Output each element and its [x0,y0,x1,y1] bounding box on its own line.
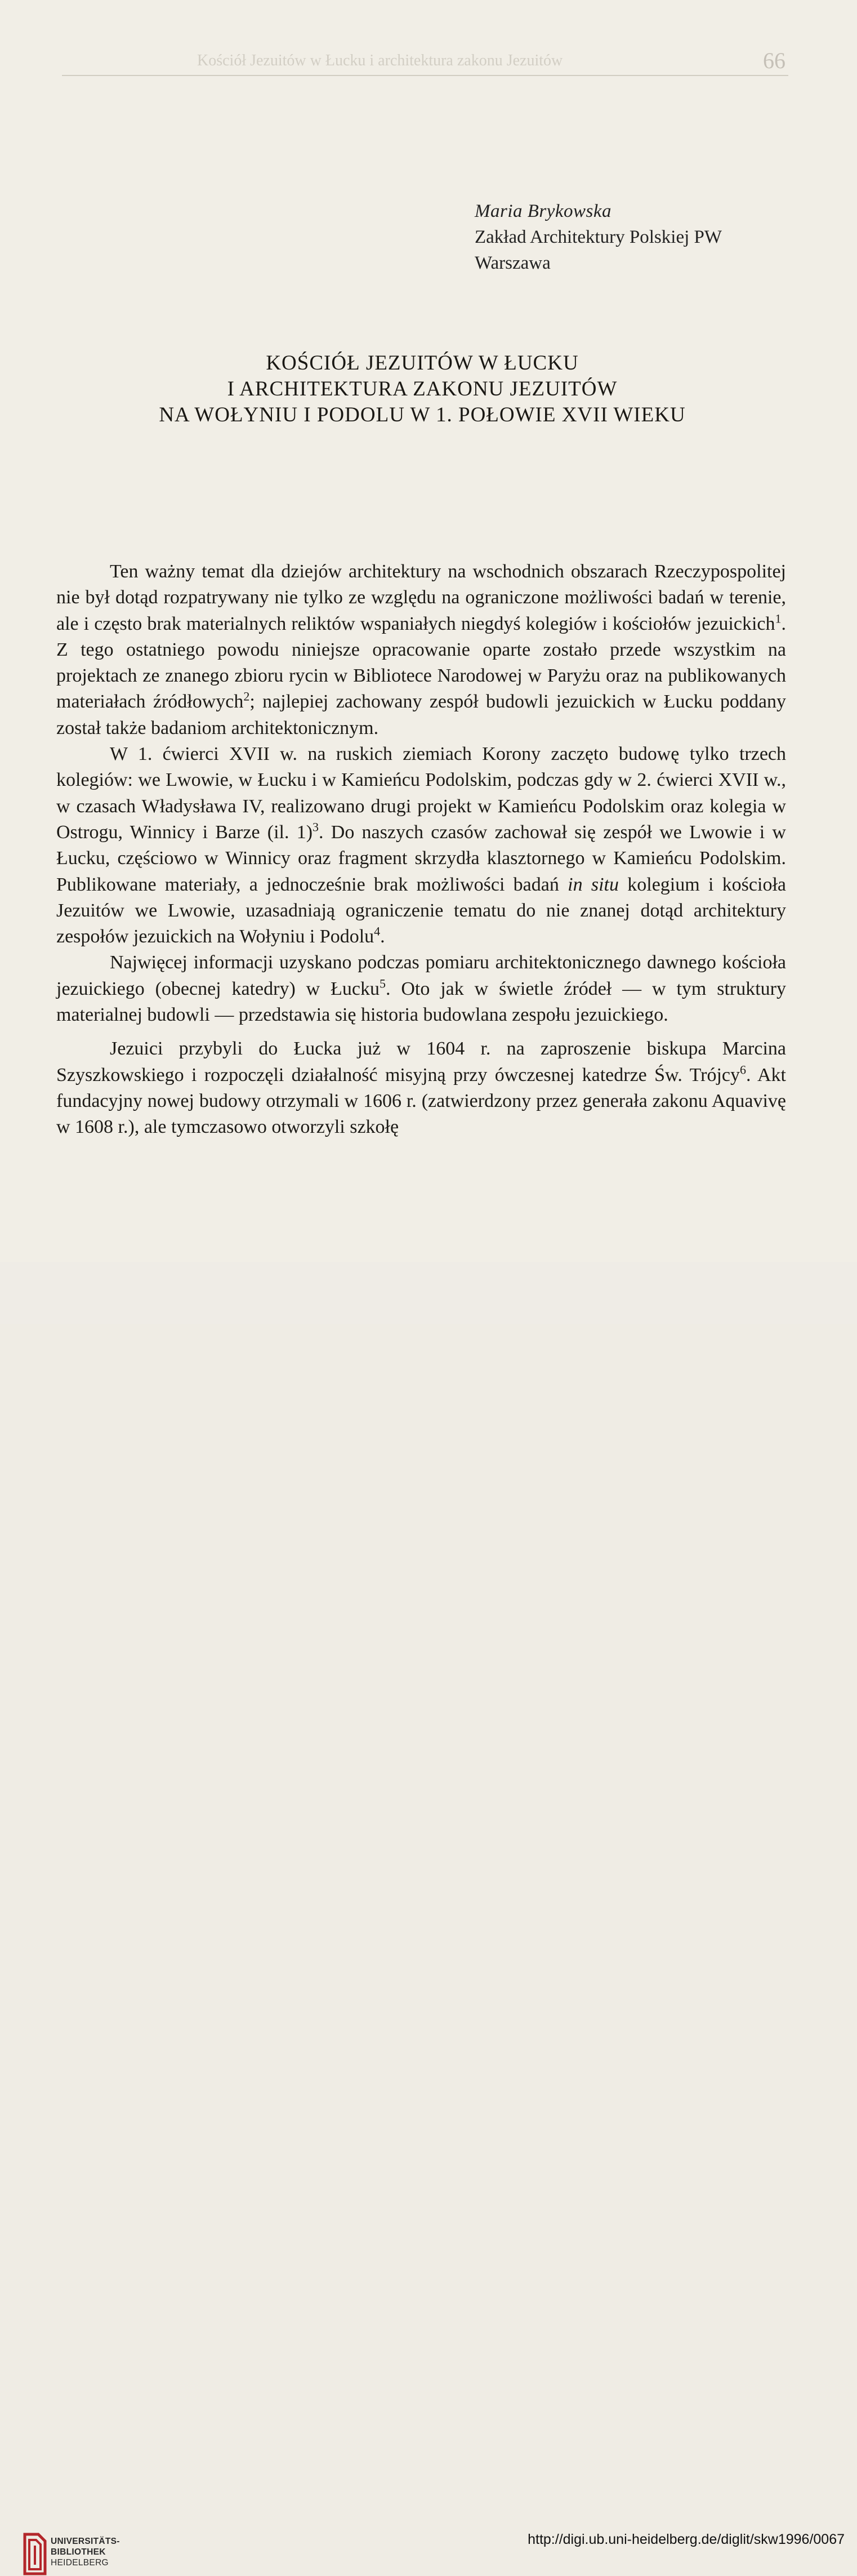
university-library-logo-icon[interactable] [21,2532,48,2576]
author-city: Warszawa [475,253,551,273]
page-number: 66 [763,48,785,73]
author-affiliation: Zakład Architektury Polskiej PW [475,227,722,247]
text-run: . Oto jak w świetle źródeł — w tym struktury materialnej budowli — przedstawia się historia budowlana zespołu jezuickiego. [56,978,786,1026]
paragraph-4 [56,1036,786,1140]
footnote-ref-6[interactable]: 6 [740,1062,747,1077]
text-run: . Akt fundacyjny nowej budowy otrzymali w 1606 r. (zatwierdzony przez generała zakonu Aquavivę w 1608 r.), ale tymczasowo otworzyli szkołę [56,1064,786,1138]
article-title [56,350,788,428]
library-name-line: BIBLIOTHEK [51,2547,106,2557]
author-name: Maria Brykowska [475,201,612,221]
footnote-ref-1[interactable]: 1 [775,611,782,626]
text-run: W 1. ćwierci XVII w. na ruskich ziemiach Korony zaczęto budowę tylko trzech kolegiów: we Lwowie, w Łucku i w Kamieńcu Podolskim, podczas gdy w 2. ćwierci XVII w., w czasach Władysława IV, realizowano drugi projekt w Kamieńcu Podolskim oraz kolegia w Ostrogu, Winnicy i Barze (il. 1) [56,744,786,843]
footnote-ref-2[interactable]: 2 [243,689,250,704]
title-line-1: KOŚCIÓŁ JEZUITÓW W ŁUCKU [266,352,579,375]
header-rule [62,75,788,76]
footnote-ref-4[interactable]: 4 [374,924,381,938]
text-run: Jezuici przybyli do Łucka już w 1604 r. na zaproszenie biskupa Marcina Szyszkowskiego i rozpoczęli działalność misyjną przy ówczesnej katedrze Św. Trójcy [56,1038,786,1085]
library-name-line: HEIDELBERG [51,2558,109,2568]
text-run: Najwięcej informacji uzyskano podczas pomiaru architektonicznego dawnego kościoła jezuickiego (obecnej katedry) w Łucku [56,952,786,999]
title-line-2: I ARCHITEKTURA ZAKONU JEZUITÓW [227,377,618,401]
running-header: Kościół Jezuitów w Łucku i architektura zakonu Jezuitów [197,52,563,69]
text-run: Ten ważny temat dla dziejów architektury na wschodnich obszarach Rzeczypospolitej nie był dotąd rozpatrywany nie tylko ze względu na ograniczone możliwości badań w terenie, ale i często brak materialnych reliktów wspaniałych niegdyś kolegiów i kościołów jezuickich [56,561,786,634]
title-line-3: NA WOŁYNIU I PODOLU W 1. POŁOWIE XVII WIEKU [159,403,686,426]
text-run: ; najlepiej zachowany zespół budowli jezuickich w Łucku poddany został także badaniom architektonicznym. [56,691,786,738]
paragraph-3 [56,950,786,1028]
viewer-footer [0,1262,857,2568]
text-run: . [380,926,385,947]
paragraph-2 [56,741,786,950]
text-run: . Do naszych czasów zachował się zespół we Lwowie i w Łucku, częściowo w Winnicy oraz fragment skrzydła klasztornego w Kamieńcu Podolskim. Publikowane materiały, a jednocześnie brak możliwości badań [56,821,786,895]
document-page [0,0,857,1262]
italic-term: in situ [568,874,619,895]
text-run: kolegium i kościoła Jezuitów we Lwowie, uzasadniają ograniczenie tematu do nie znanej dotąd architektury zespołów jezuickich na Wołyniu i Podolu [56,874,786,947]
article-body [56,559,786,1141]
text-run: . Z tego ostatniego powodu niniejsze opracowanie oparte zostało przede wszystkim na projektach ze znanego zbioru rycin w Bibliotece Narodowej w Paryżu oraz na publikowanych materiałach źródłowych [56,613,786,713]
footnote-ref-3[interactable]: 3 [313,820,319,834]
author-block [475,198,722,276]
footnote-ref-5[interactable]: 5 [379,976,386,991]
paragraph-1 [56,559,786,741]
library-name-line: UNIVERSITÄTS- [51,2537,120,2546]
library-name [51,2536,120,2568]
permalink-url[interactable]: http://digi.ub.uni-heidelberg.de/diglit/skw1996/0067 [528,2531,845,2547]
